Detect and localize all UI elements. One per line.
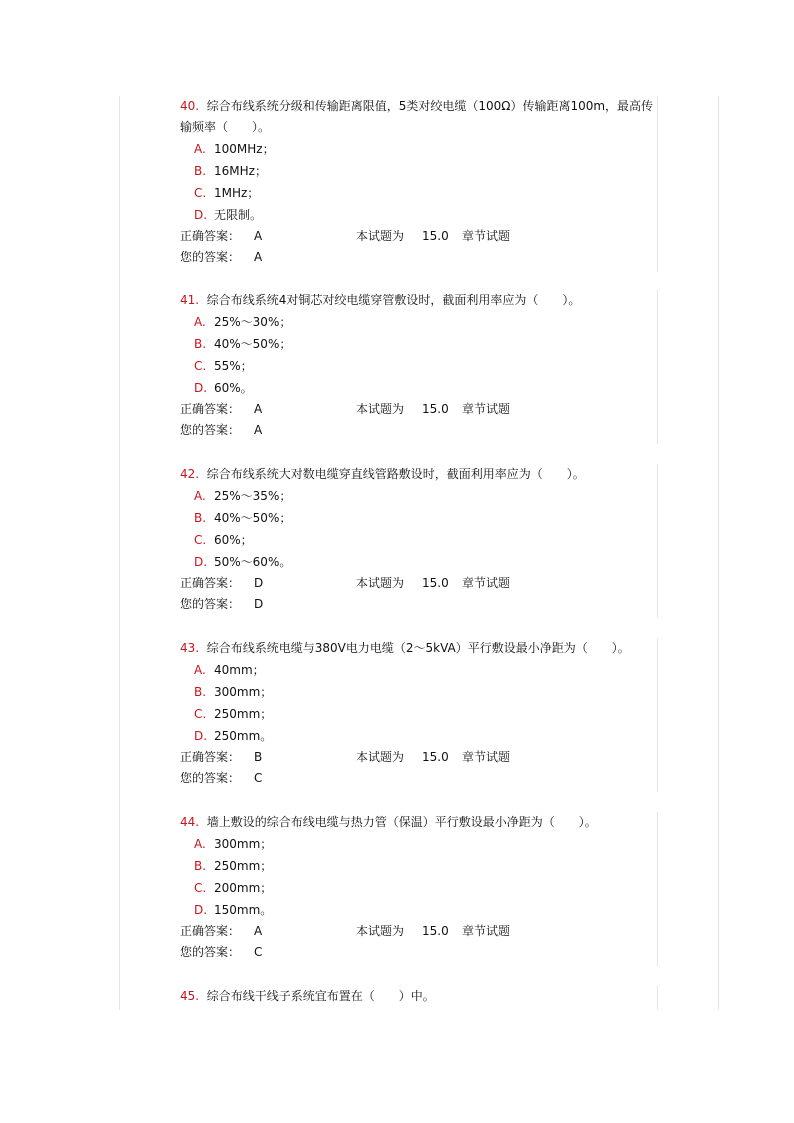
option-key: D. xyxy=(194,381,208,395)
option-b xyxy=(180,160,660,182)
question-text: 墙上敷设的综合布线电缆与热力管（保温）平行敷设最小净距为（ ）。 xyxy=(206,815,597,829)
option-b xyxy=(180,681,660,703)
option-key: A. xyxy=(194,489,206,503)
option-c xyxy=(180,529,660,551)
correct-answer-value: D xyxy=(254,576,264,590)
option-text: 无限制。 xyxy=(214,208,263,222)
your-answer-value: C xyxy=(254,945,263,959)
question-text: 综合布线系统分级和传输距离限值，5类对绞电缆（100Ω）传输距离100m，最高传输频率（ ）。 xyxy=(180,99,654,134)
question-number: 44. xyxy=(180,815,200,829)
question-stem xyxy=(180,812,660,833)
your-answer-row xyxy=(180,942,660,963)
correct-answer-row xyxy=(180,226,660,247)
correct-answer-value: B xyxy=(254,750,263,764)
option-d xyxy=(180,551,660,573)
correct-answer-label: 正确答案： xyxy=(180,229,241,243)
option-text: 100MHz； xyxy=(214,142,275,156)
correct-answer-row xyxy=(180,921,660,942)
question-number: 40. xyxy=(180,99,200,113)
your-answer-row xyxy=(180,420,660,441)
score-prefix: 本试题为 xyxy=(356,402,405,416)
question-text: 综合布线系统大对数电缆穿直线管路敷设时，截面利用率应为（ ）。 xyxy=(206,467,585,481)
option-key: C. xyxy=(194,186,207,200)
option-text: 40%～50%； xyxy=(214,337,292,351)
your-answer-row xyxy=(180,768,660,789)
your-answer-label: 您的答案： xyxy=(180,250,241,264)
chapter-label: 章节试题 xyxy=(462,402,511,416)
question-text: 综合布线系统4对铜芯对绞电缆穿管敷设时，截面利用率应为（ ）。 xyxy=(206,293,581,307)
option-d xyxy=(180,204,660,226)
correct-answer-label: 正确答案： xyxy=(180,402,241,416)
correct-answer-value: A xyxy=(254,402,263,416)
chapter-label: 章节试题 xyxy=(462,229,511,243)
your-answer-value: D xyxy=(254,597,264,611)
left-border-line xyxy=(119,96,120,1010)
correct-answer-row xyxy=(180,399,660,420)
option-text: 16MHz； xyxy=(214,164,267,178)
question-stem xyxy=(180,290,660,311)
your-answer-label: 您的答案： xyxy=(180,771,241,785)
your-answer-row xyxy=(180,594,660,615)
correct-answer-row xyxy=(180,573,660,594)
your-answer-value: A xyxy=(254,250,263,264)
question-text: 综合布线系统电缆与380V电力电缆（2～5kVA）平行敷设最小净距为（ ）。 xyxy=(206,641,630,655)
correct-answer-value: A xyxy=(254,229,263,243)
your-answer-label: 您的答案： xyxy=(180,945,241,959)
option-a xyxy=(180,833,660,855)
option-c xyxy=(180,355,660,377)
option-b xyxy=(180,855,660,877)
option-key: D. xyxy=(194,208,208,222)
option-text: 60%； xyxy=(214,533,253,547)
your-answer-label: 您的答案： xyxy=(180,423,241,437)
score-value: 15.0 xyxy=(422,402,449,416)
block-separator xyxy=(657,986,658,1010)
option-a xyxy=(180,659,660,681)
option-key: B. xyxy=(194,511,207,525)
option-c xyxy=(180,877,660,899)
option-key: D. xyxy=(194,903,208,917)
option-key: A. xyxy=(194,315,206,329)
option-a xyxy=(180,311,660,333)
option-key: C. xyxy=(194,533,207,547)
option-text: 300mm； xyxy=(214,837,273,851)
score-value: 15.0 xyxy=(422,576,449,590)
question-number: 45. xyxy=(180,989,200,1003)
your-answer-value: C xyxy=(254,771,263,785)
chapter-label: 章节试题 xyxy=(462,750,511,764)
option-key: C. xyxy=(194,881,207,895)
option-a xyxy=(180,485,660,507)
question-block-43 xyxy=(180,638,660,789)
question-text: 综合布线干线子系统宜布置在（ ）中。 xyxy=(206,989,435,1003)
question-stem xyxy=(180,464,660,485)
option-text: 50%～60%。 xyxy=(214,555,292,569)
option-d xyxy=(180,899,660,921)
option-b xyxy=(180,333,660,355)
option-key: A. xyxy=(194,837,206,851)
option-text: 200mm； xyxy=(214,881,273,895)
option-text: 1MHz； xyxy=(214,186,260,200)
question-block-41 xyxy=(180,290,660,441)
chapter-label: 章节试题 xyxy=(462,576,511,590)
option-key: A. xyxy=(194,142,206,156)
score-value: 15.0 xyxy=(422,924,449,938)
option-text: 55%； xyxy=(214,359,253,373)
question-number: 41. xyxy=(180,293,200,307)
option-text: 60%。 xyxy=(214,381,253,395)
correct-answer-label: 正确答案： xyxy=(180,750,241,764)
correct-answer-label: 正确答案： xyxy=(180,576,241,590)
option-text: 150mm。 xyxy=(214,903,273,917)
question-block-42 xyxy=(180,464,660,615)
option-key: D. xyxy=(194,555,208,569)
option-d xyxy=(180,725,660,747)
your-answer-value: A xyxy=(254,423,263,437)
option-b xyxy=(180,507,660,529)
question-number: 43. xyxy=(180,641,200,655)
option-text: 250mm； xyxy=(214,707,273,721)
option-text: 25%～35%； xyxy=(214,489,292,503)
score-prefix: 本试题为 xyxy=(356,924,405,938)
your-answer-row xyxy=(180,247,660,268)
correct-answer-value: A xyxy=(254,924,263,938)
score-prefix: 本试题为 xyxy=(356,229,405,243)
chapter-label: 章节试题 xyxy=(462,924,511,938)
right-border-line xyxy=(718,96,719,1010)
option-c xyxy=(180,182,660,204)
option-key: C. xyxy=(194,707,207,721)
option-d xyxy=(180,377,660,399)
score-value: 15.0 xyxy=(422,229,449,243)
question-block-45 xyxy=(180,986,660,1007)
option-text: 250mm； xyxy=(214,859,273,873)
question-number: 42. xyxy=(180,467,200,481)
correct-answer-label: 正确答案： xyxy=(180,924,241,938)
option-text: 300mm； xyxy=(214,685,273,699)
score-prefix: 本试题为 xyxy=(356,750,405,764)
question-block-40 xyxy=(180,96,660,268)
score-prefix: 本试题为 xyxy=(356,576,405,590)
correct-answer-row xyxy=(180,747,660,768)
option-text: 40mm； xyxy=(214,663,265,677)
option-a xyxy=(180,138,660,160)
option-text: 40%～50%； xyxy=(214,511,292,525)
option-key: B. xyxy=(194,337,207,351)
option-key: D. xyxy=(194,729,208,743)
score-value: 15.0 xyxy=(422,750,449,764)
option-text: 250mm。 xyxy=(214,729,273,743)
question-stem xyxy=(180,96,660,138)
option-text: 25%～30%； xyxy=(214,315,292,329)
option-key: B. xyxy=(194,164,207,178)
option-key: C. xyxy=(194,359,207,373)
question-stem xyxy=(180,638,660,659)
question-block-44 xyxy=(180,812,660,963)
option-key: A. xyxy=(194,663,206,677)
option-c xyxy=(180,703,660,725)
your-answer-label: 您的答案： xyxy=(180,597,241,611)
option-key: B. xyxy=(194,859,207,873)
question-stem xyxy=(180,986,660,1007)
option-key: B. xyxy=(194,685,207,699)
